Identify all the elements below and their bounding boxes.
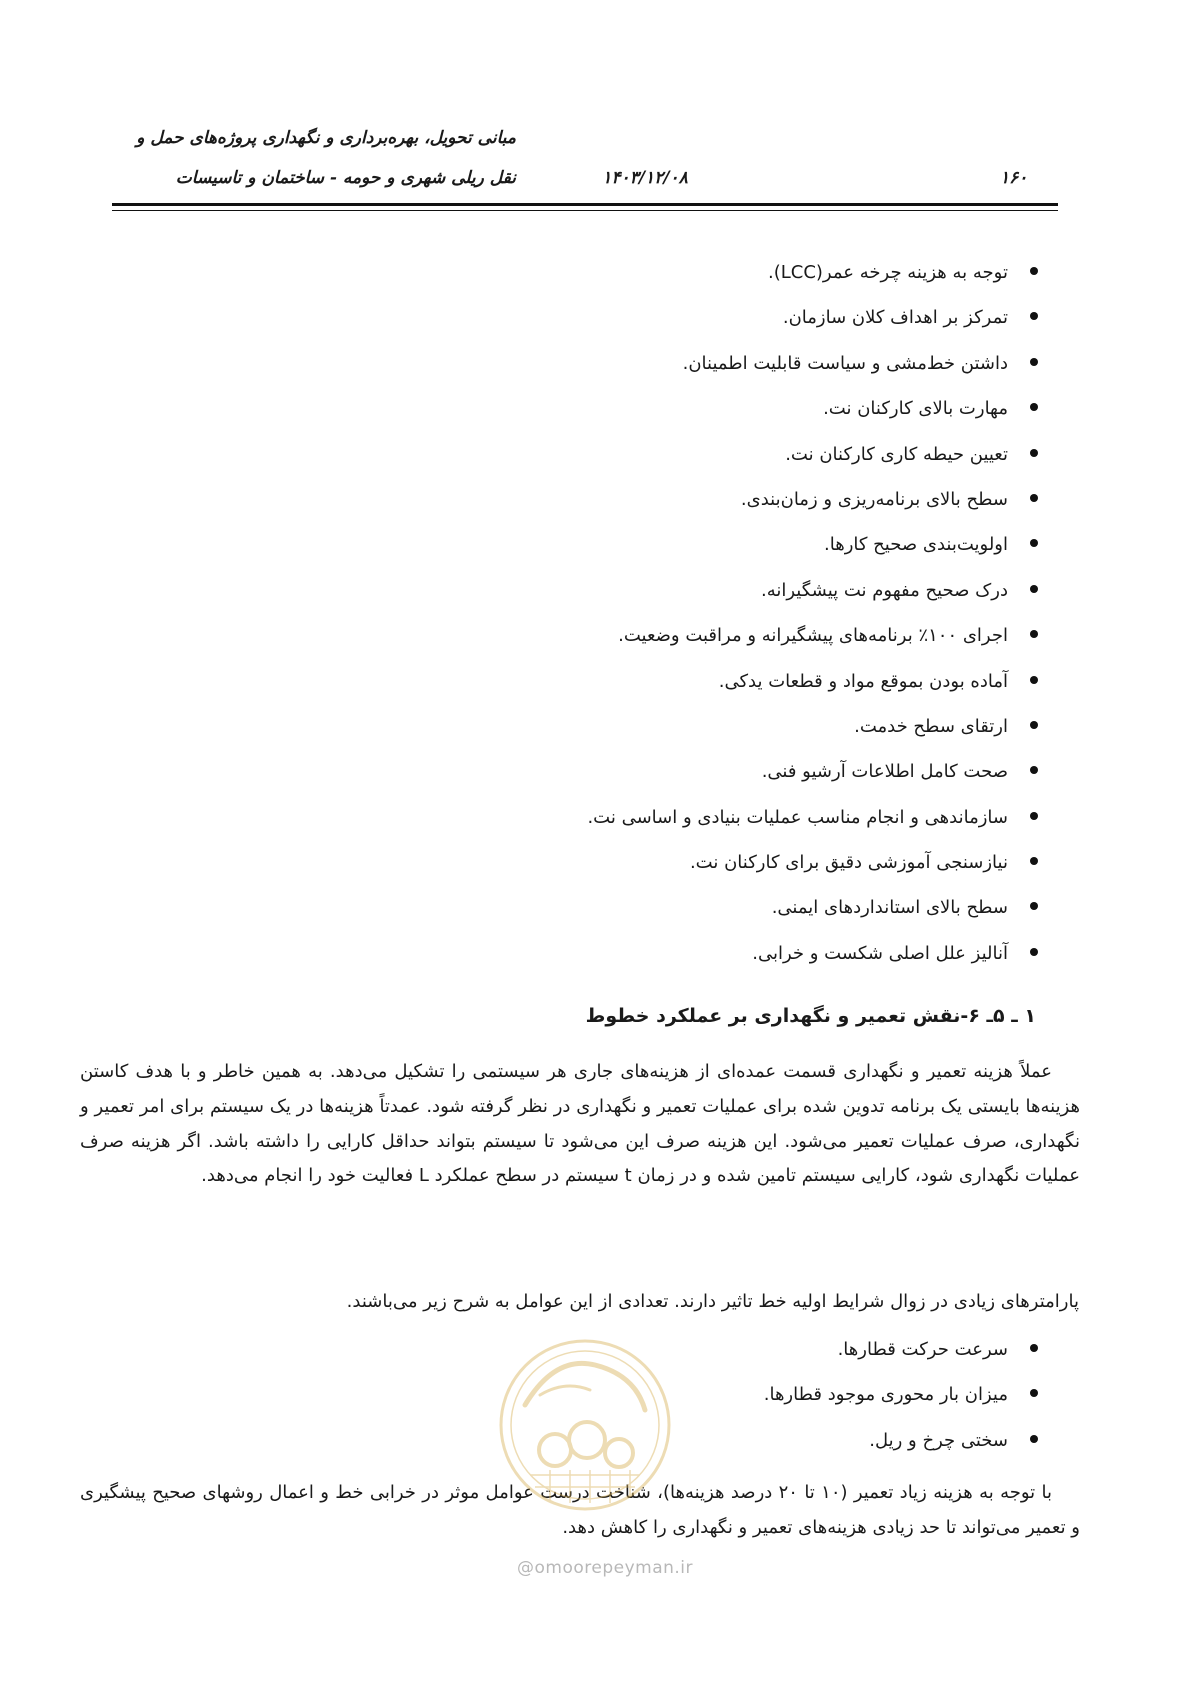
list-item: مهارت بالای کارکنان نت. — [138, 391, 1038, 436]
bullet-icon — [1030, 630, 1038, 638]
header-date: ۱۴۰۳/۱۲/۰۸ — [602, 168, 688, 188]
paragraph-conclusion: با توجه به هزینه زیاد تعمیر (۱۰ تا ۲۰ درصد هزینه‌ها)، شناخت درست عوامل موثر در خرابی خط و اعمال روشهای صحیح پیشگیری و تعمیر می‌تواند تا حد زیادی هزینه‌های تعمیر و نگهداری را کاهش دهد. — [80, 1482, 1080, 1538]
list-item: داشتن خط‌مشی و سیاست قابلیت اطمینان. — [138, 346, 1038, 391]
bullet-icon — [1030, 1435, 1038, 1443]
bullet-icon — [1030, 857, 1038, 865]
bullet-icon — [1030, 766, 1038, 774]
header-rule-thin — [112, 210, 1058, 211]
bullet-icon — [1030, 721, 1038, 729]
list-item: تعیین حیطه کاری کارکنان نت. — [138, 437, 1038, 482]
bullet-icon — [1030, 585, 1038, 593]
list-item: سختی چرخ و ریل. — [138, 1423, 1038, 1468]
requirements-list — [138, 255, 1038, 981]
bullet-icon — [1030, 948, 1038, 956]
bullet-icon — [1030, 812, 1038, 820]
bullet-icon — [1030, 539, 1038, 547]
list-item: آماده بودن بموقع مواد و قطعات یدکی. — [138, 664, 1038, 709]
list-item: صحت کامل اطلاعات آرشیو فنی. — [138, 754, 1038, 799]
header-title-line2: نقل ریلی شهری و حومه - ساختمان و تاسیسات — [175, 168, 516, 188]
list-item: درک صحیح مفهوم نت پیشگیرانه. — [138, 573, 1038, 618]
list-item: توجه به هزینه چرخه عمر(LCC). — [138, 255, 1038, 300]
list-item: آنالیز علل اصلی شکست و خرابی. — [138, 936, 1038, 981]
list-item: نیازسنجی آموزشی دقیق برای کارکنان نت. — [138, 845, 1038, 890]
header-title-line1: مبانی تحویل، بهره‌برداری و نگهداری پروژه‌های حمل و — [136, 128, 516, 148]
bullet-icon — [1030, 267, 1038, 275]
bullet-icon — [1030, 902, 1038, 910]
section-heading: ۱ ـ ۵ـ ۶-نقش تعمیر و نگهداری بر عملکرد خطوط — [585, 1005, 1036, 1027]
list-item: اجرای ۱۰۰٪ برنامه‌های پیشگیرانه و مراقبت وضعیت. — [138, 618, 1038, 663]
bullet-icon — [1030, 312, 1038, 320]
paragraph-maintenance-cost: عملاً هزینه تعمیر و نگهداری قسمت عمده‌ای از هزینه‌های جاری هر سیستمی را تشکیل می‌دهد. به همین خاطر و با هدف کاستن هزینه‌ها بایستی یک برنامه تدوین شده برای عملیات تعمیر و نگهداری در نظر گرفته شود. عمدتاً هزینه‌ها در یک سیستم برای امر تعمیر و نگهداری، صرف عملیات تعمیر می‌شود. این هزینه صرف این می‌شود تا سیستم بتواند حداقل کارایی را داشته باشد. اگر هزینه صرف عملیات نگهداری شود، کارایی سیستم تامین شده و در زمان t سیستم در سطح عملکرد L فعالیت خود را انجام می‌دهد. — [80, 1061, 1080, 1187]
bullet-icon — [1030, 1344, 1038, 1352]
watermark-logo-icon — [495, 1335, 675, 1515]
bullet-icon — [1030, 676, 1038, 684]
bullet-icon — [1030, 358, 1038, 366]
bullet-icon — [1030, 1389, 1038, 1397]
header-rule-thick — [112, 203, 1058, 206]
list-item: سازماندهی و انجام مناسب عملیات بنیادی و اساسی نت. — [138, 800, 1038, 845]
page-number: ۱۶۰ — [1000, 168, 1028, 188]
bullet-icon — [1030, 449, 1038, 457]
list-item: تمرکز بر اهداف کلان سازمان. — [138, 300, 1038, 345]
watermark-url: @omoorepeyman.ir — [516, 1558, 694, 1578]
bullet-icon — [1030, 403, 1038, 411]
bullet-icon — [1030, 494, 1038, 502]
list-item: سطح بالای استانداردهای ایمنی. — [138, 890, 1038, 935]
list-item: سطح بالای برنامه‌ریزی و زمان‌بندی. — [138, 482, 1038, 527]
list-item: میزان بار محوری موجود قطارها. — [138, 1377, 1038, 1422]
list-item: ارتقای سطح خدمت. — [138, 709, 1038, 754]
list-item: اولویت‌بندی صحیح کارها. — [138, 527, 1038, 572]
paragraph-parameters: پارامترهای زیادی در زوال شرایط اولیه خط تاثیر دارند. تعدادی از این عوامل به شرح زیر می‌باشند. — [346, 1291, 1079, 1312]
list-item: سرعت حرکت قطارها. — [138, 1332, 1038, 1377]
